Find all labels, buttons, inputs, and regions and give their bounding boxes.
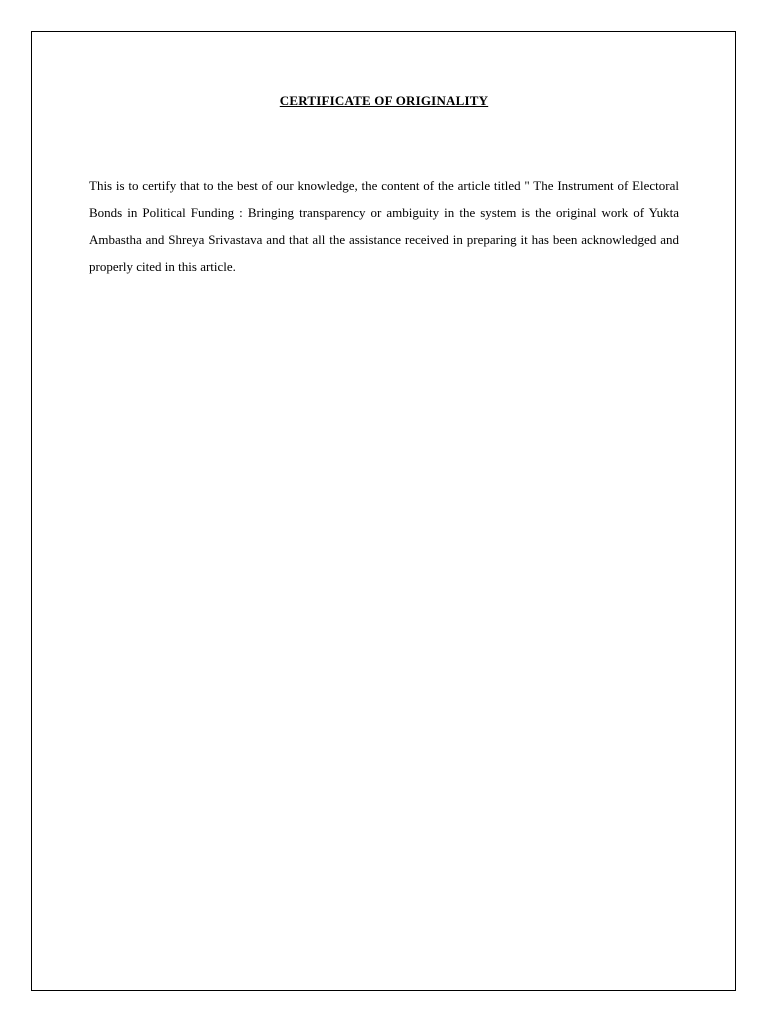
certificate-body: This is to certify that to the best of our knowledge, the content of the article titled " The Instrument of Electoral Bonds in Political Funding : Bringing transparency or ambiguity in the system is the original work of Yukta Ambastha and Shreya Srivastava and that all the assistance received in preparing it has been acknowledged and properly cited in this article.	[89, 178, 679, 274]
certificate-title: CERTIFICATE OF ORIGINALITY	[279, 93, 489, 108]
